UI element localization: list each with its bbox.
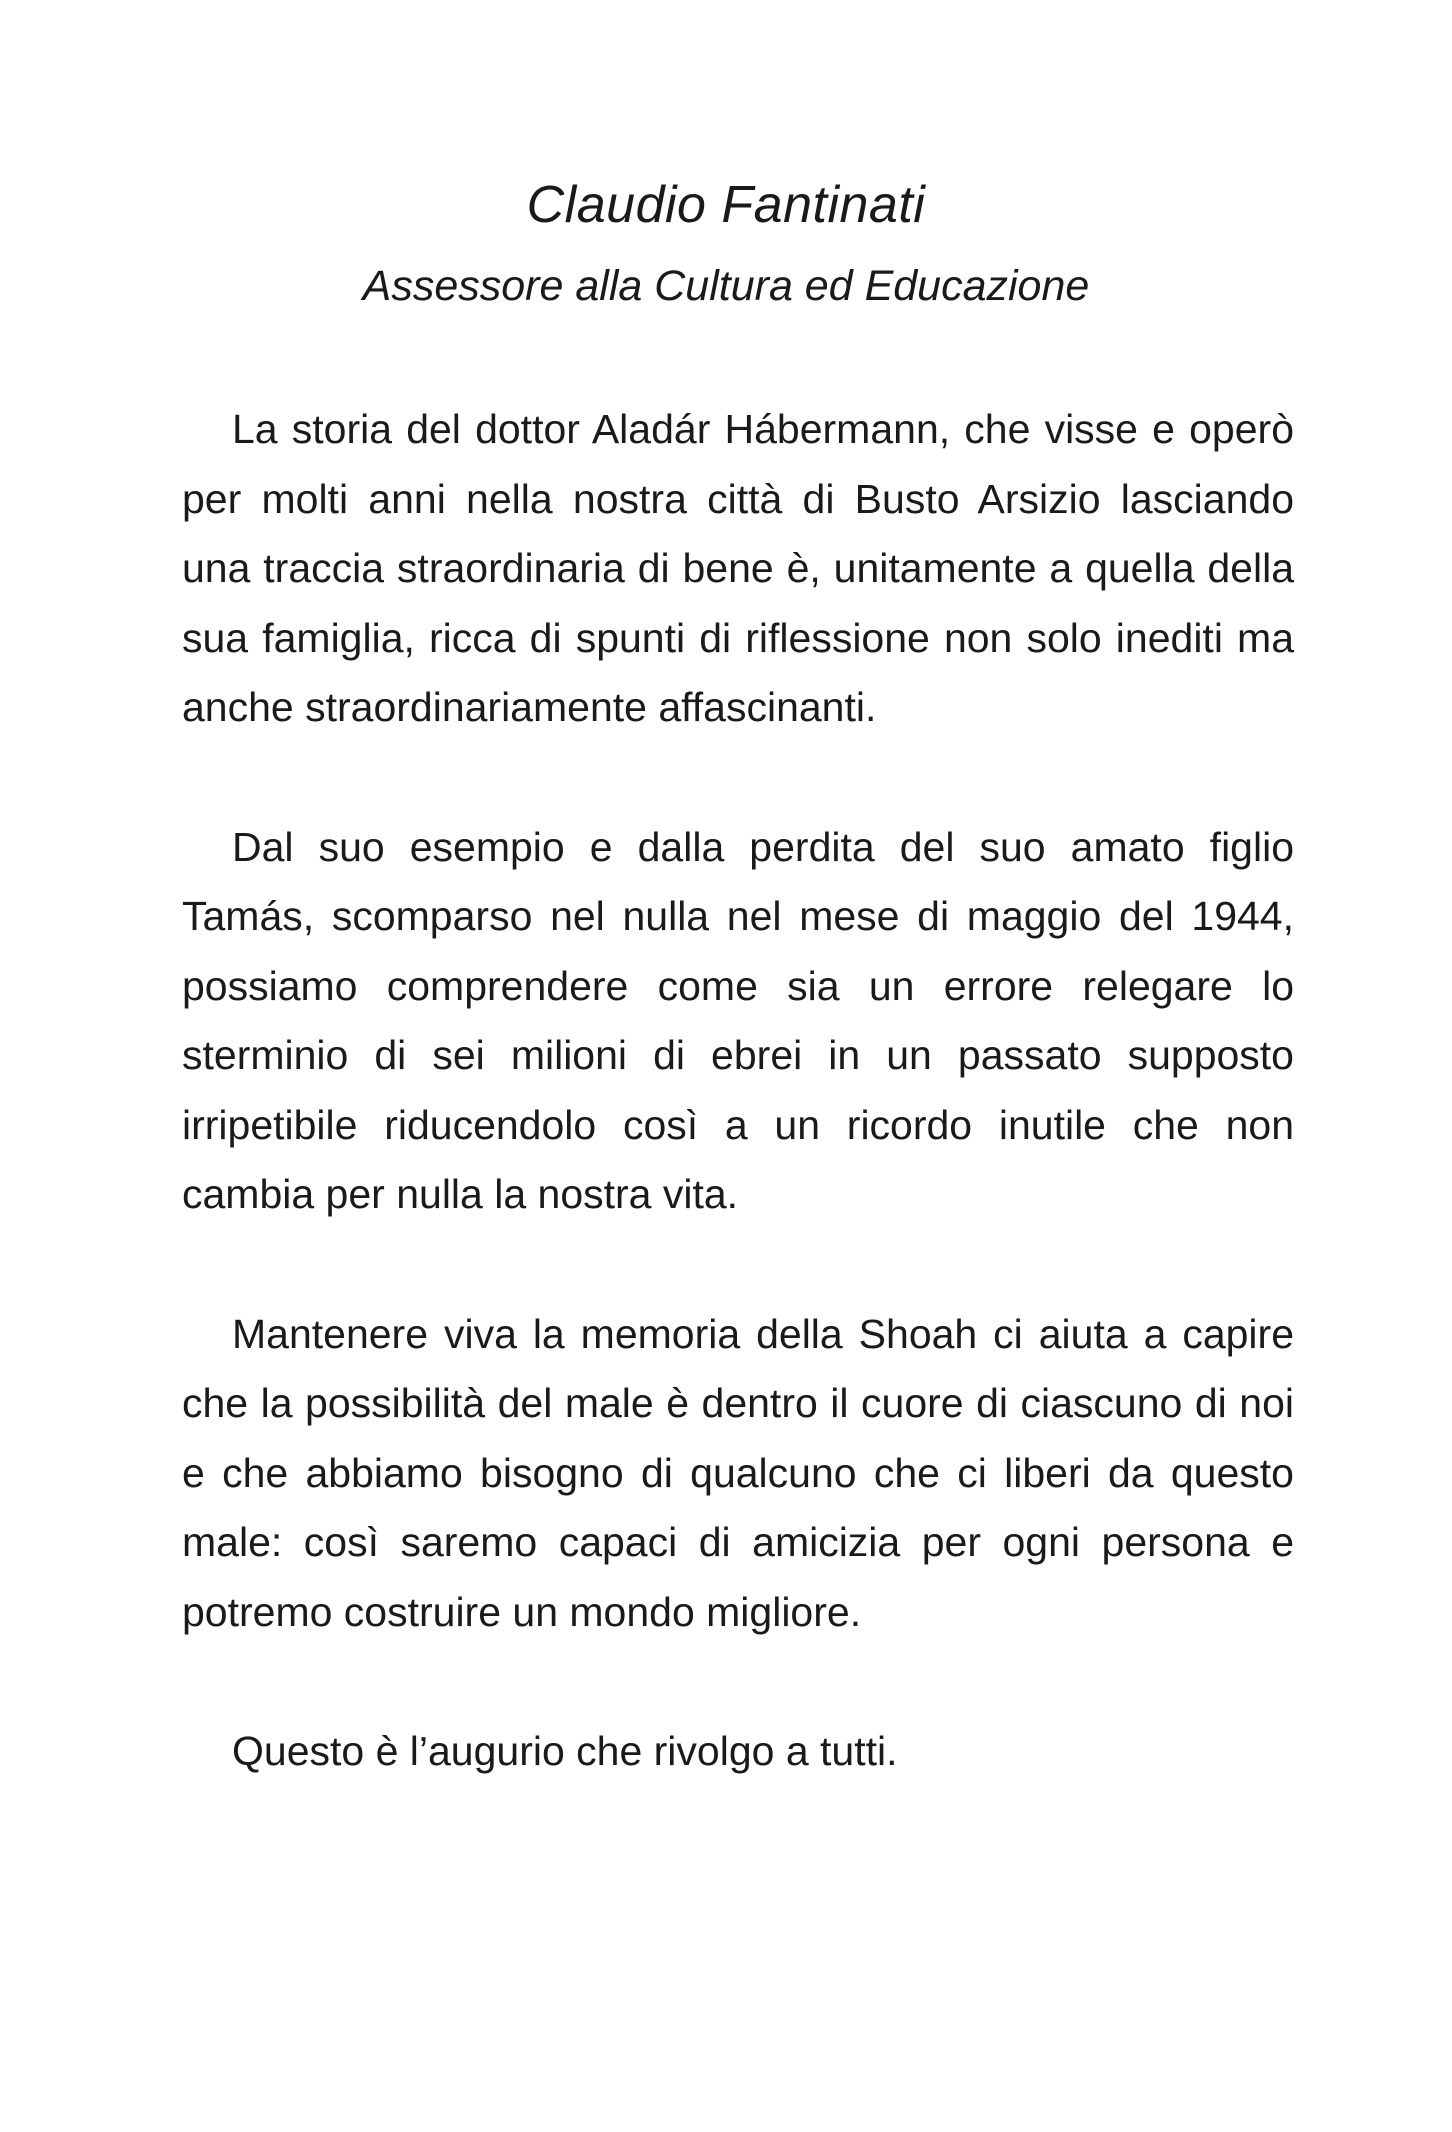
paragraph-2: Dal suo esempio e dalla perdita del suo amato figlio Tamás, scomparso nel nulla nel mese di maggio del 1944, possiamo comprendere come sia un errore relegare lo sterminio di sei milioni di ebrei in un passato supposto irripetibile riducendolo così a un ricordo inutile che non cambia per nulla la nostra vita.: [182, 823, 1294, 1217]
paragraph-3: Mantenere viva la memoria della Shoah ci aiuta a capire che la possibilità del male è dentro il cuore di ciascuno di noi e che abbiamo bisogno di qualcuno che ci liberi da questo male: così saremo capaci di amicizia per ogni persona e potremo costruire un mondo migliore.: [182, 1310, 1294, 1635]
paragraph-4: Questo è l’augurio che rivolgo a tutti.: [232, 1728, 898, 1774]
author-name: Claudio Fantinati: [526, 176, 926, 234]
paragraph-1: La storia del dottor Aladár Hábermann, che visse e operò per molti anni nella nostra città di Busto Arsizio lasciando una traccia straordinaria di bene è, unitamente a quella della sua famiglia, ricca di spunti di riflessione non solo inediti ma anche straordinariamente affascinanti.: [182, 406, 1294, 730]
body-text: [182, 395, 1294, 1857]
author-role: Assessore alla Cultura ed Educazione: [362, 262, 1090, 310]
